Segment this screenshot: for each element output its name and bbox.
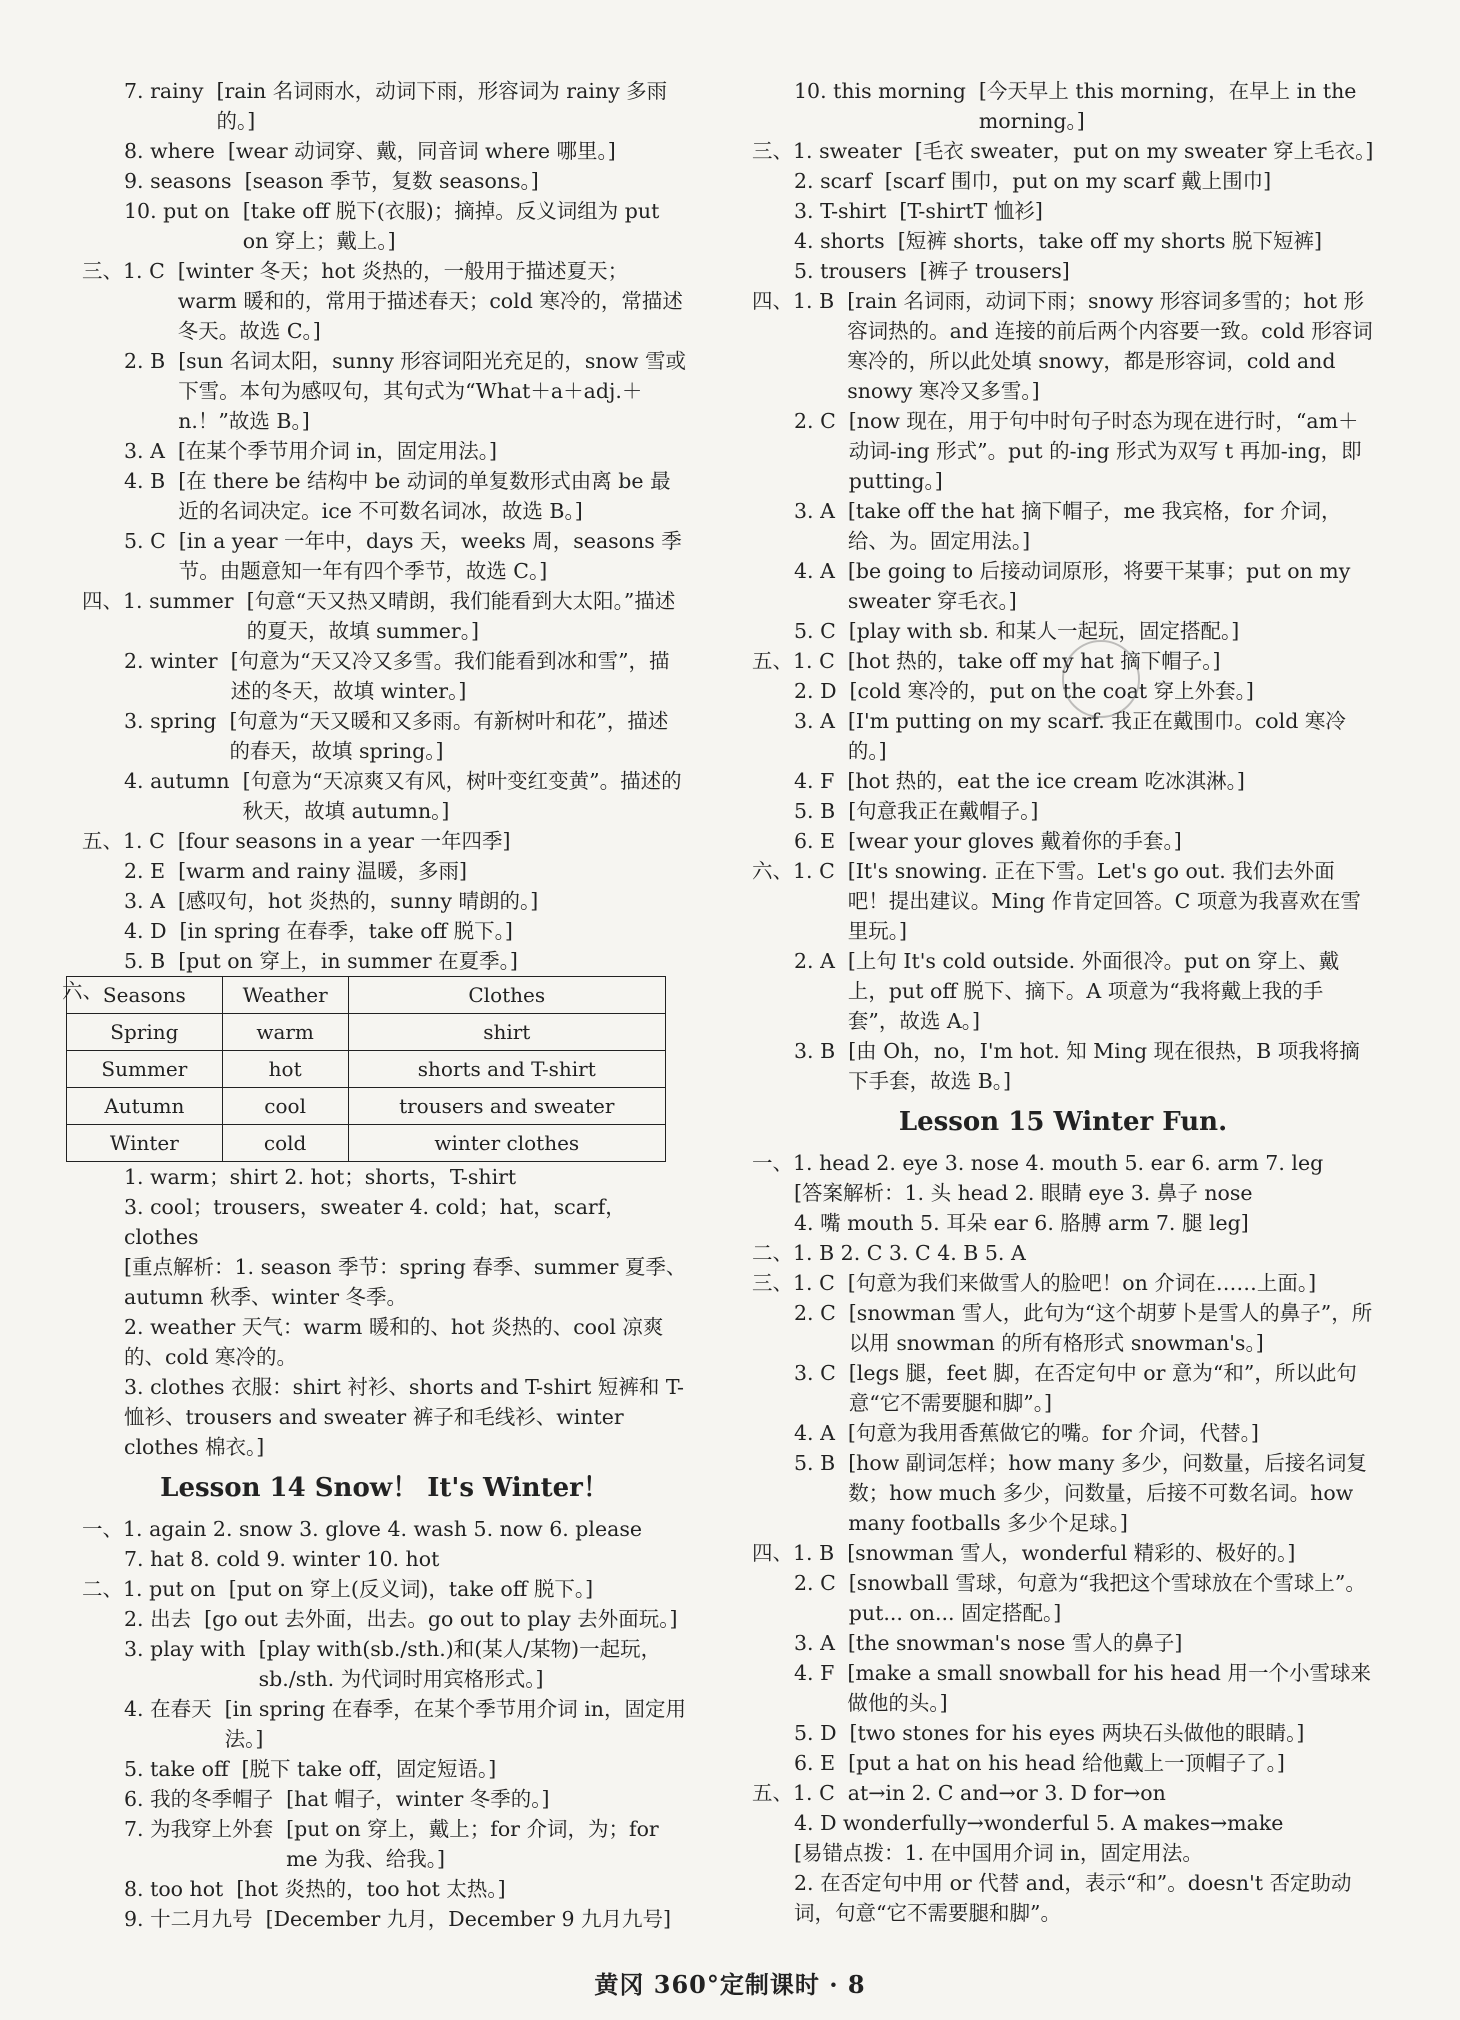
- answer-key: 2. A: [794, 949, 848, 973]
- answer-explanation: [hot 热的，eat the ice cream 吃冰淇淋。]: [847, 769, 1245, 793]
- answer-explanation: [snowman 雪人，此句为“这个胡萝卜是雪人的鼻子”，所以用 snowman 的所有格形式 snowman's。]: [848, 1301, 1373, 1355]
- answer-explanation: [短裤 shorts，take off my shorts 脱下短裤]: [897, 229, 1322, 253]
- answer-explanation: [句意“天又热又晴朗，我们能看到大太阳。”描述的夏天，故填 summer。]: [246, 589, 676, 643]
- analysis-note: [答案解析：1. 头 head 2. 眼睛 eye 3. 鼻子 nose: [794, 1181, 1253, 1205]
- table-cell: cool: [222, 1088, 348, 1125]
- answer-key: 4. F: [794, 1661, 848, 1685]
- answer-explanation: [wear 动词穿、戴，同音词 where 哪里。]: [227, 139, 616, 163]
- answer-item: [82, 436, 687, 466]
- answer-item: [752, 1358, 1374, 1418]
- page-footer: 黄冈 360°定制课时 · 8: [594, 1970, 866, 1999]
- answer-item: [752, 1448, 1374, 1538]
- seasons-table: [66, 976, 666, 1162]
- table-row: [67, 1051, 666, 1088]
- right-column: [752, 76, 1374, 1928]
- answer-key: 2. C: [794, 409, 849, 433]
- answer-explanation: [take off 脱下(衣服)；摘掉。反义词组为 put on 穿上；戴上。]: [242, 199, 660, 253]
- answer-item: [82, 76, 687, 136]
- section-answer: [752, 1778, 1374, 1808]
- answer-item: [82, 1694, 687, 1754]
- answer-key: 一、: [752, 1151, 793, 1175]
- section-answer: [82, 1574, 687, 1604]
- answer-key: 3. A: [124, 439, 178, 463]
- answer-explanation: [在 there be 结构中 be 动词的单复数形式由离 be 最近的名词决定。ice 不可数名词冰，故选 B。]: [178, 469, 671, 523]
- answer-key: 2. E: [124, 859, 179, 883]
- answer-explanation: [legs 腿，feet 脚，在否定句中 or 意为“和”，所以此句意“它不需要腿和脚”。]: [848, 1361, 1357, 1415]
- table-cell: cold: [222, 1125, 348, 1162]
- answer-explanation: [感叹句，hot 炎热的，sunny 晴朗的。]: [177, 889, 539, 913]
- answer-key: 7. 为我穿上外套: [124, 1817, 287, 1841]
- analysis-note: 2. weather 天气：warm 暖和的、hot 炎热的、cool 凉爽的、cold 寒冷的。: [124, 1315, 664, 1369]
- answer-item: [752, 1748, 1374, 1778]
- answer-item: [752, 946, 1374, 1036]
- answer-key: 4. A: [794, 1421, 848, 1445]
- answer-key: 4. shorts: [794, 229, 898, 253]
- answer-key: 2. scarf: [794, 169, 885, 193]
- answer-key: 5. C: [794, 619, 849, 643]
- answer-item: [82, 196, 687, 256]
- answer-explanation: [four seasons in a year 一年四季]: [177, 829, 511, 853]
- answer-key: 3. B: [794, 1039, 849, 1063]
- answer-key: 四、1. summer: [82, 589, 247, 613]
- table-cell: winter clothes: [348, 1125, 665, 1162]
- left-column: [62, 76, 687, 1934]
- answer-key: 五、1. C: [82, 829, 178, 853]
- answer-explanation: [in spring 在春季，take off 脱下。]: [179, 919, 513, 943]
- answer-explanation: 1. B 2. C 3. C 4. B 5. A: [793, 1241, 1026, 1265]
- answer-explanation: [warm and rainy 温暖，多雨]: [178, 859, 468, 883]
- answer-item: [82, 1814, 687, 1874]
- answer-key: 3. play with: [124, 1637, 259, 1661]
- answer-item: [82, 1754, 687, 1784]
- answer-key: 4. F: [794, 769, 848, 793]
- answer-item: [752, 1718, 1374, 1748]
- answer-item: [82, 136, 687, 166]
- answer-item: [82, 916, 687, 946]
- answer-explanation: [句意为“天又冷又多雪。我们能看到冰和雪”，描述的冬天，故填 winter。]: [230, 649, 670, 703]
- watermark-stamp: [1062, 640, 1140, 718]
- table-cell: hot: [222, 1051, 348, 1088]
- answer-line: 3. cool；trousers，sweater 4. cold；hat，scarf，clothes: [124, 1195, 626, 1249]
- answer-item: [752, 796, 1374, 826]
- answer-explanation: [毛衣 sweater，put on my sweater 穿上毛衣。]: [914, 139, 1374, 163]
- answer-key: 3. A: [794, 709, 848, 733]
- answer-item: [752, 226, 1374, 256]
- answer-explanation: [how 副词怎样；how many 多少，问数量，后接名词复数；how much 多少，问数量，后接不可数名词。how many footballs 多少个足球。]: [848, 1451, 1367, 1535]
- answer-explanation: [the snowman's nose 雪人的鼻子]: [847, 1631, 1183, 1655]
- answer-key: 6. 我的冬季帽子: [124, 1787, 287, 1811]
- answer-line: 4. D wonderfully→wonderful 5. A makes→make: [794, 1811, 1284, 1835]
- answer-explanation: [rain 名词雨水，动词下雨，形容词为 rainy 多雨的。]: [216, 79, 668, 133]
- answer-key: 5. B: [794, 799, 849, 823]
- answer-key: 7. rainy: [124, 79, 217, 103]
- answer-item: [82, 1634, 687, 1694]
- lesson-15-title: Lesson 15 Winter Fun.: [898, 1107, 1228, 1137]
- answer-item: [82, 706, 687, 766]
- answer-item: [752, 256, 1374, 286]
- answer-key: 9. seasons: [124, 169, 245, 193]
- answer-item: [752, 826, 1374, 856]
- answer-explanation: [由 Oh，no，I'm hot. 知 Ming 现在很热，B 项我将摘下手套，故选 B。]: [848, 1039, 1360, 1093]
- answer-item: [752, 1036, 1374, 1096]
- answer-key: 2. D: [794, 679, 850, 703]
- answer-key: 三、1. C: [82, 259, 178, 283]
- answer-explanation: [句意为“天又暖和又多雨。有新树叶和花”，描述的春天，故填 spring。]: [229, 709, 669, 763]
- answer-key: 2. C: [794, 1571, 849, 1595]
- answer-item: [82, 1604, 687, 1634]
- answer-item: [752, 556, 1374, 616]
- section-answer: [752, 1268, 1374, 1298]
- answer-line: 7. hat 8. cold 9. winter 10. hot: [124, 1547, 440, 1571]
- answer-explanation: [season 季节，复数 seasons。]: [244, 169, 539, 193]
- answer-item: [82, 346, 687, 436]
- table-cell: Winter: [67, 1125, 223, 1162]
- answer-item: [752, 1298, 1374, 1358]
- answer-key: 四、1. B: [752, 289, 848, 313]
- answer-key: 三、1. C: [752, 1271, 848, 1295]
- answer-explanation: [take off the hat 摘下帽子，me 我宾格，for 介词，给、为。固定用法。]: [847, 499, 1342, 553]
- section-answer: [82, 826, 687, 856]
- answer-key: 5. trousers: [794, 259, 920, 283]
- section-answer: [752, 136, 1374, 166]
- answer-key: 二、: [752, 1241, 793, 1265]
- answer-item: [82, 856, 687, 886]
- answer-key: 5. D: [794, 1721, 850, 1745]
- answer-explanation: [脱下 take off，固定短语。]: [241, 1757, 497, 1781]
- analysis-note: [易错点拨：1. 在中国用介词 in，固定用法。: [794, 1841, 1203, 1865]
- answer-explanation: 1. head 2. eye 3. nose 4. mouth 5. ear 6. arm 7. leg: [793, 1151, 1324, 1175]
- answer-explanation: [cold 寒冷的，put on the coat 穿上外套。]: [849, 679, 1254, 703]
- answer-key: 8. where: [124, 139, 228, 163]
- answer-key: 6. E: [794, 829, 849, 853]
- table-row: [67, 1014, 666, 1051]
- table-header-cell: Weather: [222, 977, 348, 1014]
- answer-key: 2. 出去: [124, 1607, 205, 1631]
- answer-item: [82, 886, 687, 916]
- answer-explanation: [now 现在，用于句中时句子时态为现在进行时，“am＋动词-ing 形式”。put 的-ing 形式为双写 t 再加-ing，即 putting。]: [848, 409, 1362, 493]
- answer-key: 二、1. put on: [82, 1577, 229, 1601]
- answer-explanation: [put on 穿上，in summer 在夏季。]: [178, 949, 518, 973]
- answer-item: [82, 1904, 687, 1934]
- answer-key: 4. autumn: [124, 769, 243, 793]
- answer-item: [752, 496, 1374, 556]
- answer-explanation: [hot 热的，take off my hat 摘下帽子。]: [847, 649, 1221, 673]
- table-header-cell: Seasons: [67, 977, 223, 1014]
- section-answer: [82, 256, 687, 346]
- answer-item: [752, 1628, 1374, 1658]
- answer-explanation: [I'm putting on my scarf. 我正在戴围巾。cold 寒冷的。]: [847, 709, 1346, 763]
- answer-item: [752, 1658, 1374, 1718]
- answer-item: [752, 1568, 1374, 1628]
- answer-explanation: [sun 名词太阳，sunny 形容词阳光充足的，snow 雪或下雪。本句为感叹句，其句式为“What＋a＋adj.＋n.！”故选 B。]: [178, 349, 686, 433]
- answer-key: 一、: [82, 1517, 123, 1541]
- answer-explanation: at→in 2. C and→or 3. D for→on: [847, 1781, 1166, 1805]
- answer-explanation: [scarf 围巾，put on my scarf 戴上围巾]: [884, 169, 1272, 193]
- answer-key: 5. B: [124, 949, 179, 973]
- answer-key: 8. too hot: [124, 1877, 237, 1901]
- analysis-note: 3. clothes 衣服：shirt 衬衫、shorts and T-shirt 短裤和 T-恤衫、trousers and sweater 裤子和毛线衫、winter clothes 棉衣。]: [124, 1375, 684, 1459]
- answer-key: 4. B: [124, 469, 179, 493]
- answer-explanation: [T-shirtT 恤衫]: [899, 199, 1043, 223]
- answer-key: 4. A: [794, 559, 848, 583]
- answer-key: 2. C: [794, 1301, 849, 1325]
- table-cell: warm: [222, 1014, 348, 1051]
- answer-key: 3. spring: [124, 709, 230, 733]
- answer-key: 9. 十二月九号: [124, 1907, 266, 1931]
- answer-key: 3. C: [794, 1361, 849, 1385]
- answer-line: 4. 嘴 mouth 5. 耳朵 ear 6. 胳膊 arm 7. 腿 leg]: [794, 1211, 1249, 1235]
- answer-explanation: [be going to 后接动词原形，将要干某事；put on my sweater 穿毛衣。]: [847, 559, 1351, 613]
- table-cell: Spring: [67, 1014, 223, 1051]
- answer-explanation: [今天早上 this morning，在早上 in the morning。]: [978, 79, 1357, 133]
- answer-explanation: [put on 穿上，戴上；for 介词，为；for me 为我、给我。]: [286, 1817, 659, 1871]
- answer-explanation: [play with(sb./sth.)和(某人/某物)一起玩，sb./sth. 为代词时用宾格形式。]: [258, 1637, 662, 1691]
- section-answer: [752, 1538, 1374, 1568]
- analysis-note: 2. 在否定句中用 or 代替 and，表示“和”。doesn't 否定助动词，句意“它不需要腿和脚”。: [794, 1871, 1352, 1925]
- answer-key: 六、1. C: [752, 859, 848, 883]
- answer-explanation: [snowball 雪球，句意为“我把这个雪球放在个雪球上”。put... on... 固定搭配。]: [848, 1571, 1366, 1625]
- section-answer: [82, 586, 687, 646]
- answer-explanation: [December 九月，December 9 九月九号]: [265, 1907, 672, 1931]
- answer-key: 5. C: [124, 529, 179, 553]
- answer-key: 4. D: [124, 919, 180, 943]
- answer-key: 5. B: [794, 1451, 849, 1475]
- answer-explanation: [在某个季节用介词 in，固定用法。]: [177, 439, 497, 463]
- answer-explanation: [play with sb. 和某人一起玩，固定搭配。]: [848, 619, 1240, 643]
- table-cell: shorts and T-shirt: [348, 1051, 665, 1088]
- answer-item: [82, 946, 687, 976]
- answer-key: 4. 在春天: [124, 1697, 225, 1721]
- table-row: [67, 1088, 666, 1125]
- answer-explanation: [in a year 一年中，days 天，weeks 周，seasons 季节。由题意知一年有四个季节，故选 C。]: [178, 529, 682, 583]
- answer-explanation: [two stones for his eyes 两块石头做他的眼睛。]: [849, 1721, 1305, 1745]
- table-cell: shirt: [348, 1014, 665, 1051]
- answer-explanation: 1. again 2. snow 3. glove 4. wash 5. now 6. please: [123, 1517, 642, 1541]
- answer-item: [752, 616, 1374, 646]
- answer-explanation: [句意我正在戴帽子。]: [848, 799, 1039, 823]
- answer-key: 3. A: [124, 889, 178, 913]
- answer-item: [82, 1784, 687, 1814]
- answer-item: [82, 646, 687, 706]
- answer-explanation: [make a small snowball for his head 用一个小雪球来做他的头。]: [847, 1661, 1371, 1715]
- answer-explanation: [rain 名词雨，动词下雨；snowy 形容词多雪的；hot 形容词热的。and 连接的前后两个内容要一致。cold 形容词寒冷的，所以此处填 snowy，都是形容词，cold and snowy 寒冷又多雪。]: [847, 289, 1373, 403]
- answer-explanation: [裤子 trousers]: [919, 259, 1070, 283]
- answer-explanation: [句意为“天凉爽又有风，树叶变红变黄”。描述的秋天，故填 autumn。]: [242, 769, 682, 823]
- table-row: [67, 1125, 666, 1162]
- answer-item: [752, 766, 1374, 796]
- answer-key: 五、1. C: [752, 1781, 848, 1805]
- answer-key: 四、1. B: [752, 1541, 848, 1565]
- answer-explanation: [上句 It's cold outside. 外面很冷。put on 穿上、戴上，put off 脱下、摘下。A 项意为“我将戴上我的手套”，故选 A。]: [847, 949, 1340, 1033]
- answer-item: [82, 166, 687, 196]
- answer-item: [82, 766, 687, 826]
- answer-explanation: [put a hat on his head 给他戴上一顶帽子了。]: [848, 1751, 1285, 1775]
- answer-key: 五、1. C: [752, 649, 848, 673]
- answer-explanation: [hot 炎热的，too hot 太热。]: [236, 1877, 506, 1901]
- answer-key: 3. A: [794, 1631, 848, 1655]
- answer-key: 三、1. sweater: [752, 139, 915, 163]
- answer-key: 5. take off: [124, 1757, 242, 1781]
- lesson-14-title: Lesson 14 Snow！ It's Winter！: [160, 1473, 609, 1503]
- answer-key: 10. put on: [124, 199, 243, 223]
- answer-explanation: [put on 穿上(反义词)，take off 脱下。]: [228, 1577, 594, 1601]
- answer-item: [752, 196, 1374, 226]
- answer-key: 3. T-shirt: [794, 199, 900, 223]
- answer-explanation: [It's snowing. 正在下雪。Let's go out. 我们去外面吧！提出建议。Ming 作肯定回答。C 项意为我喜欢在雪里玩。]: [847, 859, 1361, 943]
- answer-item: [752, 406, 1374, 496]
- answer-explanation: [句意为我们来做雪人的脸吧！on 介词在……上面。]: [847, 1271, 1317, 1295]
- answer-item: [752, 706, 1374, 766]
- answer-explanation: [in spring 在春季，在某个季节用介词 in，固定用法。]: [224, 1697, 686, 1751]
- answer-item: [82, 526, 687, 586]
- section-answer: [752, 1238, 1374, 1268]
- table-header-cell: Clothes: [348, 977, 665, 1014]
- section-answer: [82, 1514, 687, 1544]
- answer-key: 2. winter: [124, 649, 231, 673]
- section-answer: [752, 1148, 1374, 1178]
- answer-explanation: [wear your gloves 戴着你的手套。]: [848, 829, 1182, 853]
- answer-explanation: [句意为我用香蕉做它的嘴。for 介词，代替。]: [847, 1421, 1259, 1445]
- table-cell: Autumn: [67, 1088, 223, 1125]
- analysis-note: [重点解析：1. season 季节：spring 春季、summer 夏季、autumn 秋季、winter 冬季。: [124, 1255, 687, 1309]
- answer-explanation: [go out 去外面，出去。go out to play 去外面玩。]: [204, 1607, 678, 1631]
- answer-key: 10. this morning: [794, 79, 979, 103]
- answer-key: 3. A: [794, 499, 848, 523]
- answer-key: 6. E: [794, 1751, 849, 1775]
- answer-line: 1. warm；shirt 2. hot；shorts，T-shirt: [124, 1165, 517, 1189]
- section-answer: [752, 856, 1374, 946]
- answer-key: 2. B: [124, 349, 179, 373]
- clothes-table-section: 六、 Seasons Weather Clothes Spring warm shirt Summer hot shorts and T-shirt Autumn cool trousers and sweater Winter cold winter clothes: [82, 976, 687, 1162]
- section-answer: [752, 286, 1374, 406]
- table-cell: Summer: [67, 1051, 223, 1088]
- answer-item: [82, 1874, 687, 1904]
- answer-item: [752, 1418, 1374, 1448]
- answer-explanation: [hat 帽子，winter 冬季的。]: [286, 1787, 550, 1811]
- answer-item: [82, 466, 687, 526]
- table-header-row: [67, 977, 666, 1014]
- answer-explanation: [snowman 雪人，wonderful 精彩的、极好的。]: [847, 1541, 1296, 1565]
- answer-explanation: [winter 冬天；hot 炎热的，一般用于描述夏天；warm 暖和的，常用于描述春天；cold 寒冷的，常描述冬天。故选 C。]: [177, 259, 683, 343]
- answer-item: [752, 76, 1374, 136]
- answer-item: [752, 166, 1374, 196]
- table-cell: trousers and sweater: [348, 1088, 665, 1125]
